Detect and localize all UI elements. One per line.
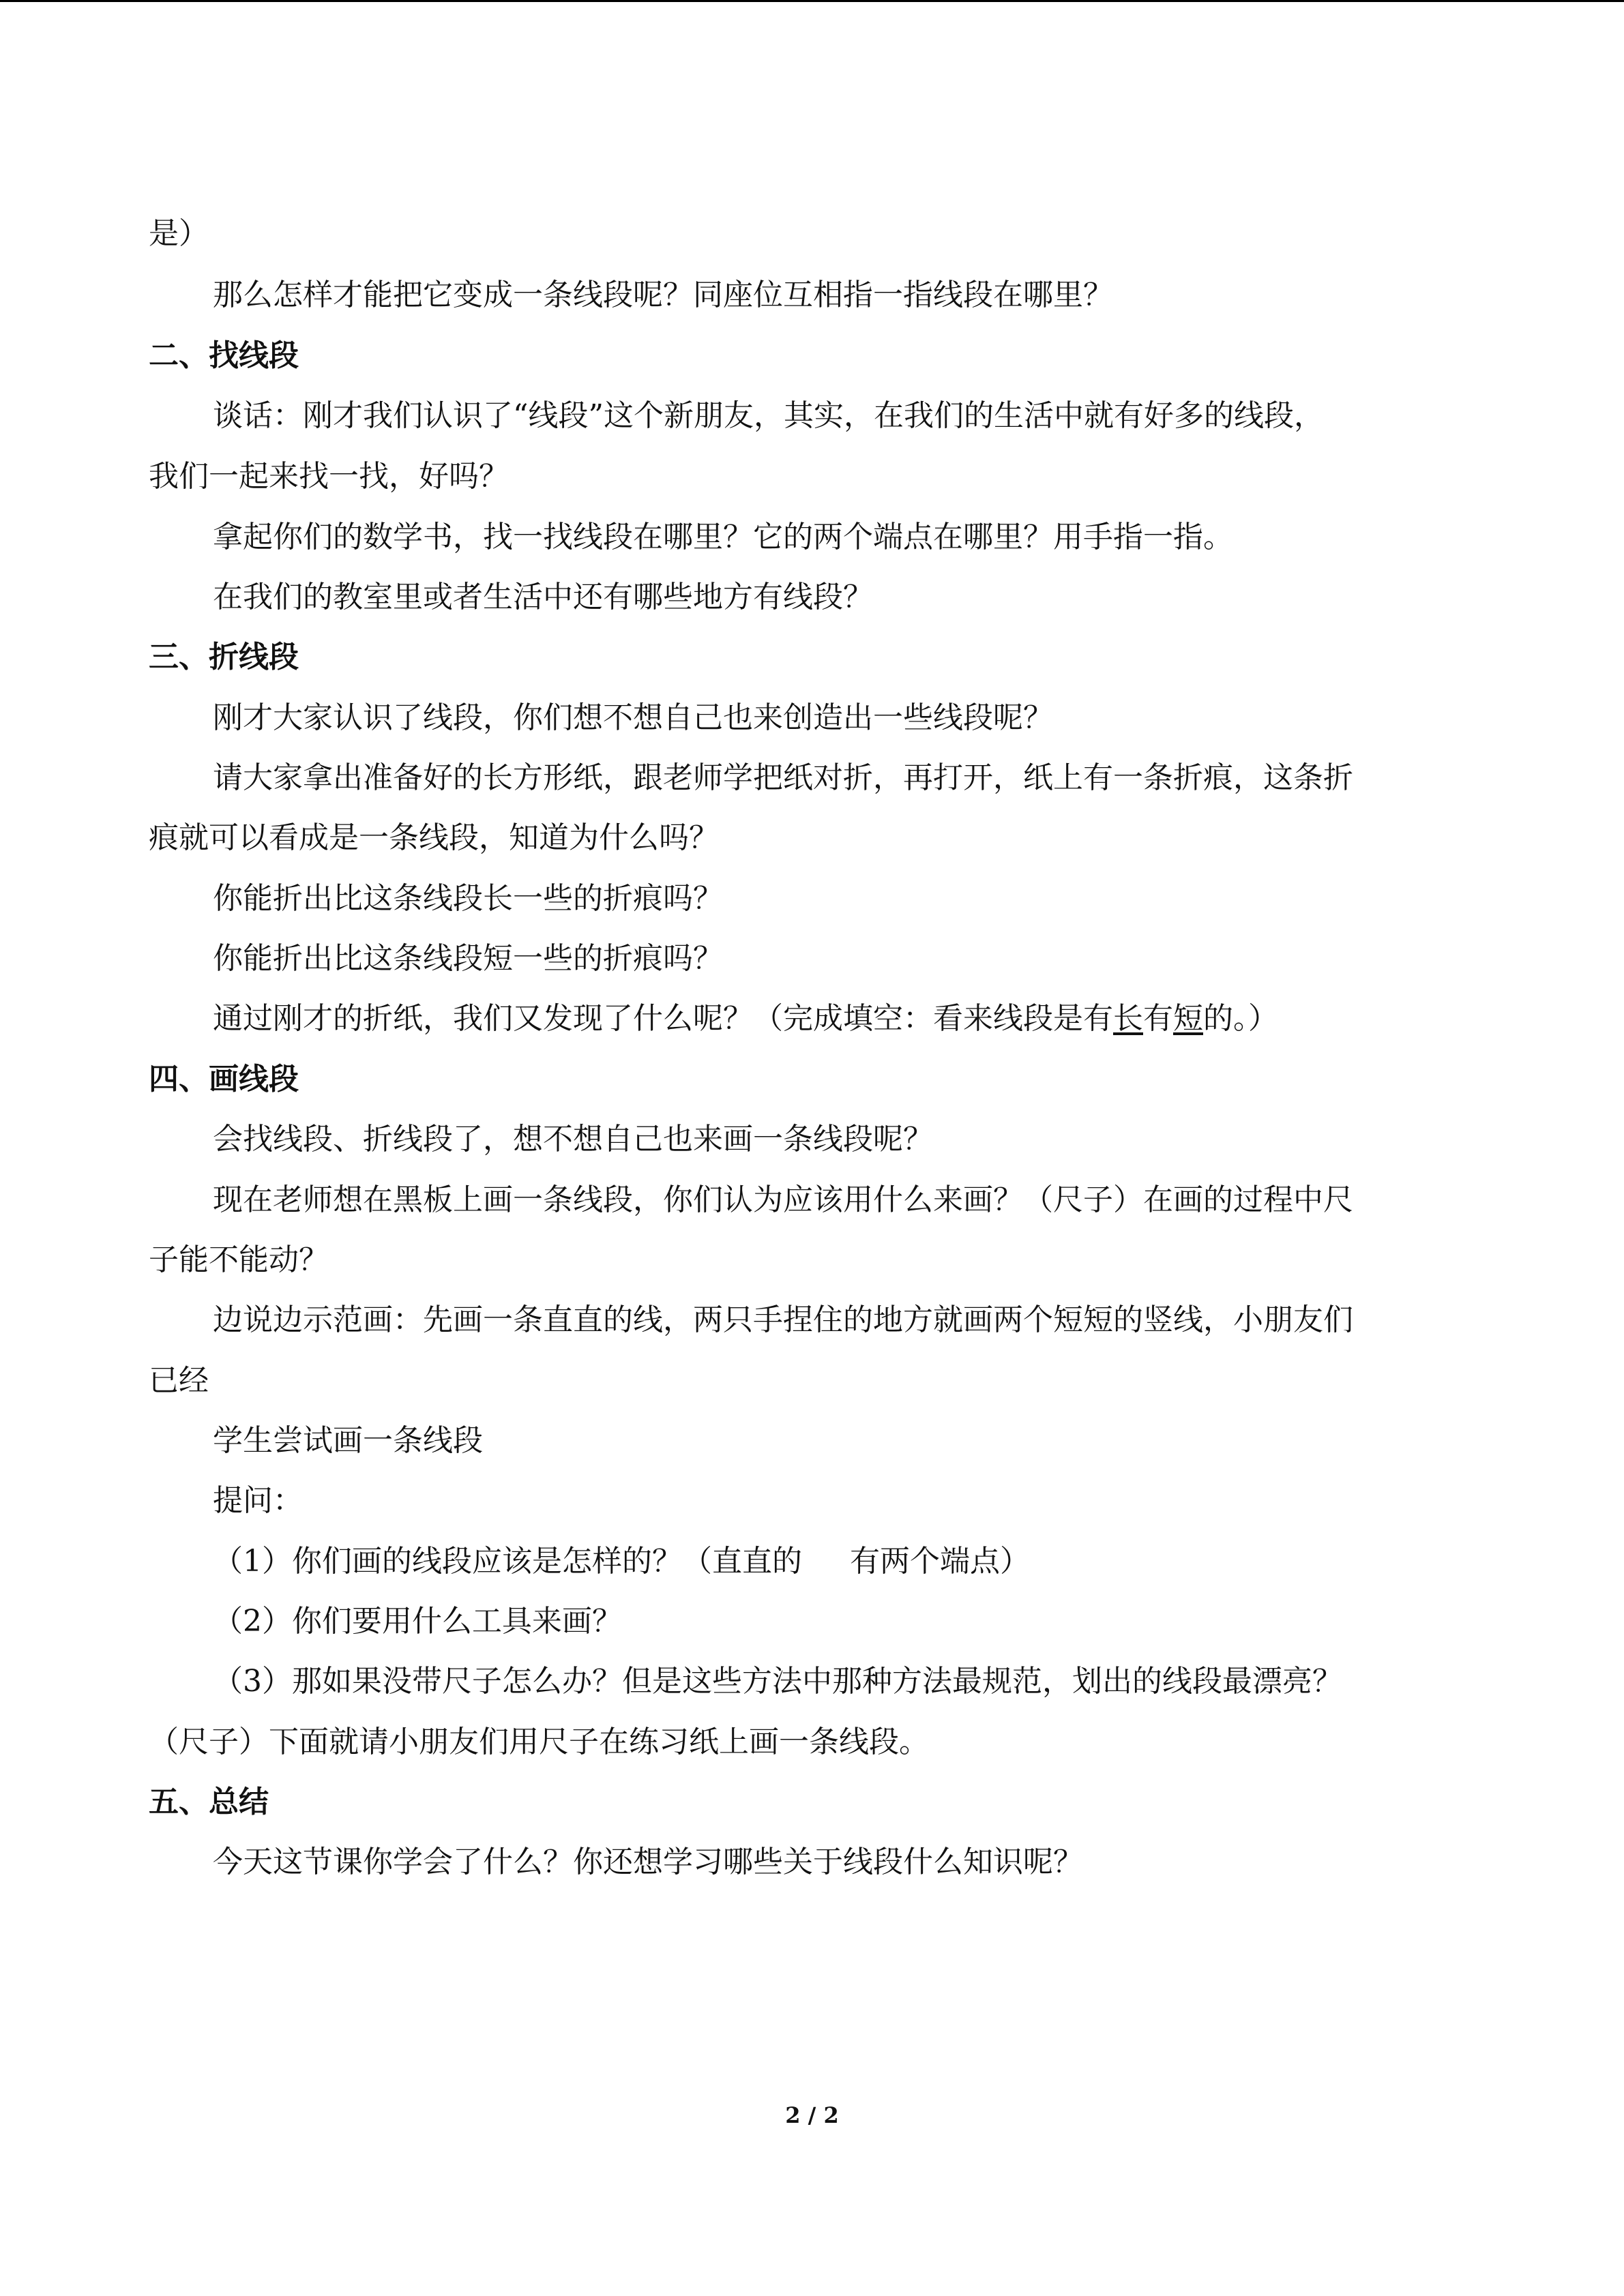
question-line xyxy=(149,1541,1475,1582)
text-line: 痕就可以看成是一条线段，知道为什么吗？ xyxy=(149,820,719,855)
text-line: 现在老师想在黑板上画一条线段，你们认为应该用什么来画？（尺子）在画的过程中尺 xyxy=(213,1182,1353,1217)
text-line: 刚才大家认识了线段，你们想不想自己也来创造出一些线段呢？ xyxy=(213,700,1053,735)
text-line: 子能不能动？ xyxy=(149,1242,329,1277)
section-heading: 三、折线段 xyxy=(149,640,299,674)
text-line: 已经 xyxy=(149,1363,209,1398)
fill-line-after: 的。） xyxy=(1203,1001,1278,1036)
section-heading: 四、画线段 xyxy=(149,1062,299,1097)
text-line: 你能折出比这条线段长一些的折痕吗？ xyxy=(213,881,723,916)
text-line: （2）你们要用什么工具来画？ xyxy=(213,1604,622,1639)
top-border xyxy=(0,0,1624,2)
fill-line-before: 通过刚才的折纸，我们又发现了什么呢？（完成填空：看来线段是有 xyxy=(213,1001,1113,1036)
section-heading: 二、找线段 xyxy=(149,338,299,373)
text-line: 那么怎样才能把它变成一条线段呢？同座位互相指一指线段在哪里？ xyxy=(213,278,1113,312)
text-line: 你能折出比这条线段短一些的折痕吗？ xyxy=(213,941,723,976)
text-line: 谈话：刚才我们认识了“线段”这个新朋友，其实，在我们的生活中就有好多的线段， xyxy=(213,398,1324,433)
fill-blank-short: 短 xyxy=(1173,1001,1203,1036)
text-line: 我们一起来找一找，好吗？ xyxy=(149,459,509,494)
text-line: 请大家拿出准备好的长方形纸，跟老师学把纸对折，再打开，纸上有一条折痕，这条折 xyxy=(213,760,1353,795)
text-line: （尺子）下面就请小朋友们用尺子在练习纸上画一条线段。 xyxy=(149,1725,929,1759)
section-heading: 五、总结 xyxy=(149,1785,269,1819)
fill-blank-long: 长 xyxy=(1113,1001,1143,1036)
text-line: 学生尝试画一条线段 xyxy=(213,1423,483,1458)
question-1-tail: 有两个端点） xyxy=(850,1544,1030,1579)
text-line: 提问： xyxy=(213,1483,303,1518)
fill-line-mid: 有 xyxy=(1143,1001,1173,1036)
text-line: 今天这节课你学会了什么？你还想学习哪些关于线段什么知识呢？ xyxy=(213,1845,1083,1879)
fill-in-line xyxy=(149,998,1475,1039)
question-1-text: （1）你们画的线段应该是怎样的？（直直的 xyxy=(213,1544,802,1579)
text-line: 会找线段、折线段了，想不想自己也来画一条线段呢？ xyxy=(213,1122,933,1157)
text-line: （3）那如果没带尺子怎么办？但是这些方法中那种方法最规范，划出的线段最漂亮？ xyxy=(213,1664,1342,1699)
text-line: 是） xyxy=(149,216,209,251)
text-line: 拿起你们的数学书，找一找线段在哪里？它的两个端点在哪里？用手指一指。 xyxy=(213,520,1233,554)
page-number: 2 / 2 xyxy=(785,2102,839,2128)
text-line: 在我们的教室里或者生活中还有哪些地方有线段？ xyxy=(213,580,873,614)
text-line: 边说边示范画：先画一条直直的线，两只手捏住的地方就画两个短短的竖线，小朋友们 xyxy=(213,1302,1353,1337)
